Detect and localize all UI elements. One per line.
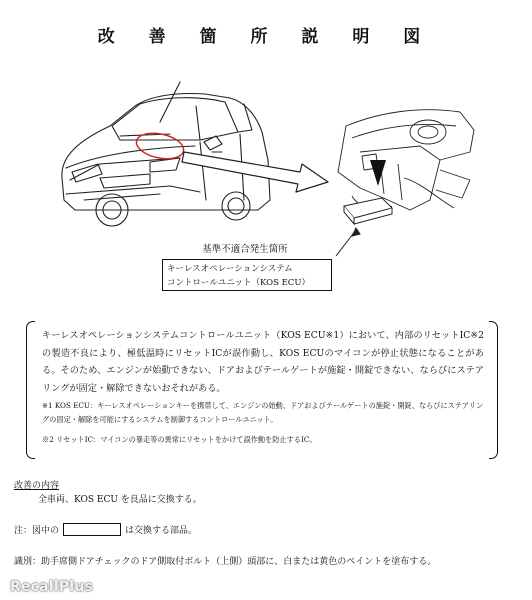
- improvement-text: 全車両、KOS ECU を良品に交換する。: [38, 495, 202, 505]
- identification-text: 識別：助手席側ドアチェックのドア側取付ボルト（上側）頭部に、白または黄色のペイントを塗布する。: [14, 557, 437, 567]
- replaced-part-box: [162, 259, 332, 291]
- part-name-line1: キーレスオペレーションシステム: [167, 264, 293, 274]
- note-line: [14, 523, 197, 536]
- part-name-line2: コントロールユニット（KOS ECU）: [167, 278, 310, 288]
- legend-box: [63, 523, 121, 536]
- footnote-reset-ic: ※2 リセットIC：マイコンの暴走等の異常にリセットをかけて誤作動を防止するIC。: [42, 435, 317, 444]
- page-title: 改 善 箇 所 説 明 図: [97, 27, 435, 47]
- watermark: RecallPlus: [10, 579, 93, 595]
- defect-site-label: 基準不適合発生箇所: [202, 244, 288, 255]
- footnote-kos-ecu: ※1 KOS ECU：キーレスオペレーションキーを携帯して、エンジンの始動、ドアおよびテールゲートの施錠・開錠、ならびにステアリングの固定・解除を可能にするシステムを制御するコントロールユニット。: [42, 401, 484, 424]
- right-bracket: [489, 321, 498, 459]
- note-prefix: 注：図中の: [14, 526, 60, 536]
- left-bracket: [26, 321, 35, 459]
- improvement-heading: 改善の内容: [14, 481, 60, 491]
- description-block: [26, 321, 498, 457]
- description-text: キーレスオペレーションシステムコントロールユニット（KOS ECU※1）において、内部のリセットIC※2の製造不良により、極低温時にリセットICが誤作動し、KOS ECUのマイコンが停止状態になることがある。そのため、エンジンが始動できない、ドアおよびテールゲートが施錠・開錠できない、ならびにステアリングが固定・解除できないおそれがある。: [42, 330, 484, 394]
- note-suffix: は交換する部品。: [125, 526, 198, 536]
